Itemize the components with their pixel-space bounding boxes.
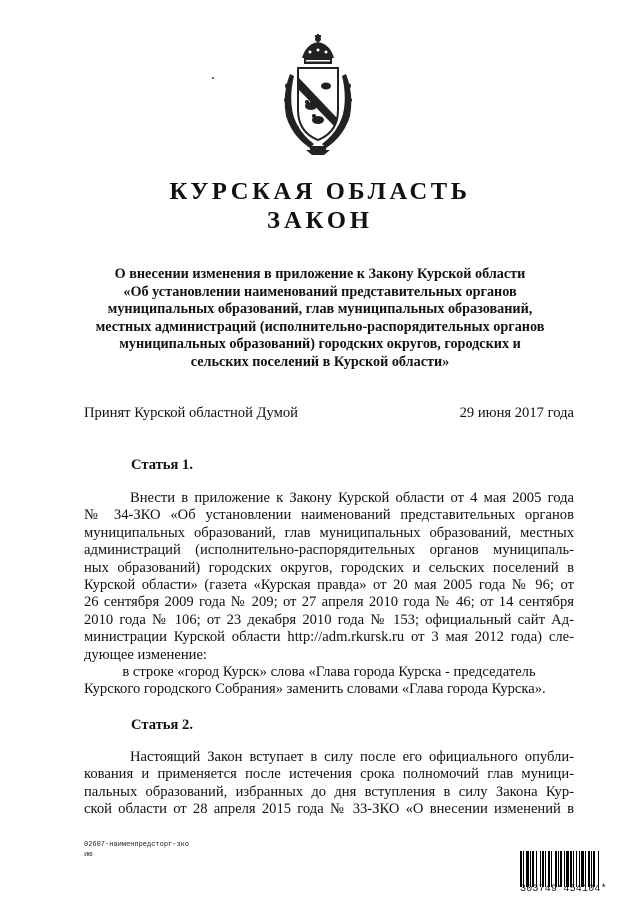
- law-subject: [70, 266, 570, 372]
- coat-of-arms-icon: [280, 34, 356, 156]
- document-type-title: ЗАКОН: [267, 207, 373, 234]
- barcode-icon: [520, 851, 620, 887]
- text-line: министрации Курской области http://adm.rkursk.ru от 3 мая 2012 года) сле-: [84, 629, 574, 646]
- text-line: ных образований) городских округов, городских и сельских поселений в: [84, 559, 574, 576]
- text-line: 2010 года № 106; от 23 декабря 2010 года № 153; официальный сайт Ад-: [84, 611, 574, 628]
- subject-line: муниципальных образований) городских округов, городских и: [119, 336, 521, 353]
- text-line: пальных образований, избранных до дня вступления в силу Закона Кур-: [84, 783, 574, 800]
- region-title: КУРСКАЯ ОБЛАСТЬ: [169, 178, 471, 205]
- article-2-text: [84, 749, 574, 819]
- text-line: Курской области» (газета «Курская правда» от 20 мая 2005 года № 96; от: [84, 577, 574, 594]
- adoption-date: 29 июня 2017 года: [459, 405, 574, 421]
- subject-line: сельских поселений в Курской области»: [190, 353, 450, 370]
- adoption-line: [84, 404, 574, 422]
- text-line: Внести в приложение к Закону Курской области от 4 мая 2005 года: [130, 490, 574, 506]
- article-2-heading: Статья 2.: [131, 717, 193, 733]
- text-line: администраций (исполнительно-распорядительных органов муниципаль-: [84, 542, 574, 559]
- subject-line: «Об установлении наименований представительных органов: [123, 283, 517, 300]
- file-code-line: ию: [84, 851, 93, 859]
- article-1-heading: Статья 1.: [131, 457, 193, 473]
- subject-line: О внесении изменения в приложение к Закону Курской области: [114, 266, 526, 282]
- text-line: Курского городского Собрания» заменить словами «Глава города Курска».: [84, 681, 546, 698]
- text-line: 26 сентября 2009 года № 209; от 27 апреля 2010 года № 46; от 14 сентября: [84, 594, 574, 611]
- text-line: кования и применяется после истечения срока полномочий глав муници-: [84, 766, 574, 783]
- file-code: [84, 840, 189, 860]
- scan-speck: [212, 77, 214, 79]
- text-line: Настоящий Закон вступает в силу после его официального опубли-: [130, 749, 574, 765]
- text-line: муниципальных образований, глав муниципальных образований, местных: [84, 524, 574, 541]
- subject-line: местных администраций (исполнительно-распорядительных органов: [95, 318, 545, 335]
- text-line: дующее изменение:: [84, 646, 207, 663]
- file-code-line: 02607-наименпредсторг-зко: [84, 841, 190, 849]
- article-1-text: [84, 490, 574, 699]
- subject-line: муниципальных образований, глав муниципальных образований,: [107, 301, 533, 318]
- text-line: в строке «город Курск» слова «Глава города Курска - председатель: [122, 664, 536, 681]
- barcode-number: 303749*454104*: [520, 884, 607, 895]
- text-line: ской области от 28 апреля 2015 года № 33-ЗКО «О внесении изменений в: [84, 801, 574, 818]
- adopted-by: Принят Курской областной Думой: [84, 405, 298, 421]
- text-line: № 34-ЗКО «Об установлении наименований представительных органов: [84, 507, 574, 524]
